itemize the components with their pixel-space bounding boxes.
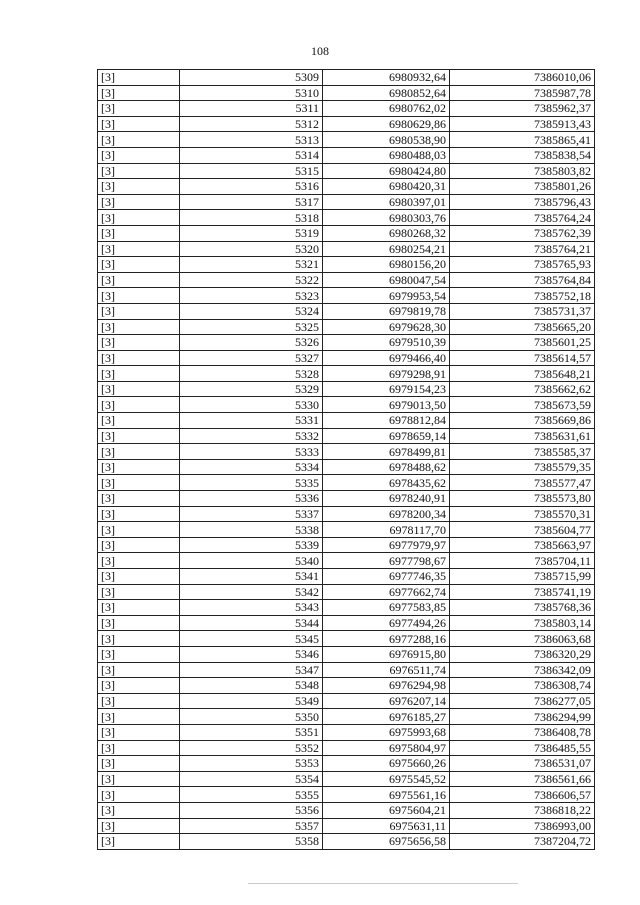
row-x-coordinate: 6978117,70 bbox=[323, 522, 450, 538]
coordinates-table-body bbox=[98, 70, 595, 850]
row-point-number: 5310 bbox=[180, 85, 323, 101]
row-x-coordinate: 6975804,97 bbox=[323, 740, 450, 756]
row-point-number: 5352 bbox=[180, 740, 323, 756]
row-x-coordinate: 6976207,14 bbox=[323, 693, 450, 709]
row-source-tag: [3] bbox=[98, 491, 180, 507]
row-point-number: 5351 bbox=[180, 724, 323, 740]
row-point-number: 5325 bbox=[180, 319, 323, 335]
table-row bbox=[98, 834, 595, 850]
row-point-number: 5311 bbox=[180, 101, 323, 117]
row-x-coordinate: 6976915,80 bbox=[323, 646, 450, 662]
table-row bbox=[98, 537, 595, 553]
row-y-coordinate: 7385731,37 bbox=[450, 303, 595, 319]
row-point-number: 5353 bbox=[180, 756, 323, 772]
row-y-coordinate: 7385764,84 bbox=[450, 272, 595, 288]
row-source-tag: [3] bbox=[98, 210, 180, 226]
row-y-coordinate: 7385962,37 bbox=[450, 101, 595, 117]
table-row bbox=[98, 631, 595, 647]
row-y-coordinate: 7385838,54 bbox=[450, 147, 595, 163]
row-point-number: 5326 bbox=[180, 335, 323, 351]
row-point-number: 5347 bbox=[180, 662, 323, 678]
row-y-coordinate: 7385648,21 bbox=[450, 366, 595, 382]
table-row bbox=[98, 600, 595, 616]
row-x-coordinate: 6979154,23 bbox=[323, 381, 450, 397]
row-x-coordinate: 6976511,74 bbox=[323, 662, 450, 678]
row-point-number: 5330 bbox=[180, 397, 323, 413]
row-x-coordinate: 6975561,16 bbox=[323, 787, 450, 803]
row-source-tag: [3] bbox=[98, 740, 180, 756]
row-point-number: 5343 bbox=[180, 600, 323, 616]
row-source-tag: [3] bbox=[98, 724, 180, 740]
row-y-coordinate: 7386308,74 bbox=[450, 678, 595, 694]
row-source-tag: [3] bbox=[98, 802, 180, 818]
row-x-coordinate: 6980303,76 bbox=[323, 210, 450, 226]
row-x-coordinate: 6977798,67 bbox=[323, 553, 450, 569]
row-y-coordinate: 7385570,31 bbox=[450, 506, 595, 522]
table-row bbox=[98, 381, 595, 397]
row-x-coordinate: 6978200,34 bbox=[323, 506, 450, 522]
row-x-coordinate: 6978812,84 bbox=[323, 413, 450, 429]
row-source-tag: [3] bbox=[98, 225, 180, 241]
row-x-coordinate: 6977288,16 bbox=[323, 631, 450, 647]
row-x-coordinate: 6980762,02 bbox=[323, 101, 450, 117]
row-y-coordinate: 7385796,43 bbox=[450, 194, 595, 210]
coordinates-table bbox=[97, 69, 595, 850]
row-point-number: 5327 bbox=[180, 350, 323, 366]
row-point-number: 5333 bbox=[180, 444, 323, 460]
row-source-tag: [3] bbox=[98, 631, 180, 647]
footer-rule bbox=[248, 883, 518, 884]
table-row bbox=[98, 428, 595, 444]
row-source-tag: [3] bbox=[98, 288, 180, 304]
row-y-coordinate: 7385741,19 bbox=[450, 584, 595, 600]
row-source-tag: [3] bbox=[98, 366, 180, 382]
table-row bbox=[98, 147, 595, 163]
row-point-number: 5313 bbox=[180, 132, 323, 148]
row-point-number: 5322 bbox=[180, 272, 323, 288]
row-x-coordinate: 6980852,64 bbox=[323, 85, 450, 101]
row-point-number: 5341 bbox=[180, 569, 323, 585]
row-x-coordinate: 6980047,54 bbox=[323, 272, 450, 288]
row-point-number: 5331 bbox=[180, 413, 323, 429]
row-source-tag: [3] bbox=[98, 257, 180, 273]
row-x-coordinate: 6978499,81 bbox=[323, 444, 450, 460]
row-point-number: 5349 bbox=[180, 693, 323, 709]
row-x-coordinate: 6980397,01 bbox=[323, 194, 450, 210]
row-source-tag: [3] bbox=[98, 600, 180, 616]
row-y-coordinate: 7385764,24 bbox=[450, 210, 595, 226]
row-x-coordinate: 6980538,90 bbox=[323, 132, 450, 148]
row-point-number: 5316 bbox=[180, 179, 323, 195]
row-y-coordinate: 7385669,86 bbox=[450, 413, 595, 429]
row-source-tag: [3] bbox=[98, 163, 180, 179]
row-source-tag: [3] bbox=[98, 241, 180, 257]
table-row bbox=[98, 553, 595, 569]
row-x-coordinate: 6980268,32 bbox=[323, 225, 450, 241]
row-x-coordinate: 6980420,31 bbox=[323, 179, 450, 195]
table-row bbox=[98, 491, 595, 507]
table-row bbox=[98, 288, 595, 304]
row-source-tag: [3] bbox=[98, 194, 180, 210]
row-point-number: 5358 bbox=[180, 834, 323, 850]
table-row bbox=[98, 693, 595, 709]
table-row bbox=[98, 70, 595, 86]
row-x-coordinate: 6975604,21 bbox=[323, 802, 450, 818]
row-x-coordinate: 6980254,21 bbox=[323, 241, 450, 257]
row-source-tag: [3] bbox=[98, 381, 180, 397]
row-y-coordinate: 7386277,05 bbox=[450, 693, 595, 709]
row-point-number: 5328 bbox=[180, 366, 323, 382]
table-row bbox=[98, 179, 595, 195]
row-x-coordinate: 6980156,20 bbox=[323, 257, 450, 273]
row-y-coordinate: 7385604,77 bbox=[450, 522, 595, 538]
table-row bbox=[98, 85, 595, 101]
table-row bbox=[98, 787, 595, 803]
row-y-coordinate: 7385715,99 bbox=[450, 569, 595, 585]
table-row bbox=[98, 257, 595, 273]
row-source-tag: [3] bbox=[98, 569, 180, 585]
row-source-tag: [3] bbox=[98, 397, 180, 413]
row-point-number: 5355 bbox=[180, 787, 323, 803]
row-point-number: 5309 bbox=[180, 70, 323, 86]
row-y-coordinate: 7385801,26 bbox=[450, 179, 595, 195]
row-y-coordinate: 7385601,25 bbox=[450, 335, 595, 351]
table-row bbox=[98, 522, 595, 538]
row-point-number: 5346 bbox=[180, 646, 323, 662]
table-row bbox=[98, 413, 595, 429]
table-row bbox=[98, 506, 595, 522]
row-point-number: 5321 bbox=[180, 257, 323, 273]
row-source-tag: [3] bbox=[98, 179, 180, 195]
table-row bbox=[98, 163, 595, 179]
row-point-number: 5317 bbox=[180, 194, 323, 210]
row-x-coordinate: 6980488,03 bbox=[323, 147, 450, 163]
row-y-coordinate: 7386320,29 bbox=[450, 646, 595, 662]
row-source-tag: [3] bbox=[98, 272, 180, 288]
row-x-coordinate: 6975631,11 bbox=[323, 818, 450, 834]
row-point-number: 5339 bbox=[180, 537, 323, 553]
row-point-number: 5319 bbox=[180, 225, 323, 241]
row-y-coordinate: 7386342,09 bbox=[450, 662, 595, 678]
row-point-number: 5312 bbox=[180, 116, 323, 132]
table-row bbox=[98, 444, 595, 460]
row-x-coordinate: 6975993,68 bbox=[323, 724, 450, 740]
row-source-tag: [3] bbox=[98, 444, 180, 460]
table-row bbox=[98, 194, 595, 210]
row-source-tag: [3] bbox=[98, 335, 180, 351]
table-row bbox=[98, 366, 595, 382]
row-y-coordinate: 7385663,97 bbox=[450, 537, 595, 553]
row-point-number: 5336 bbox=[180, 491, 323, 507]
row-source-tag: [3] bbox=[98, 350, 180, 366]
table-row bbox=[98, 569, 595, 585]
table-row bbox=[98, 101, 595, 117]
row-source-tag: [3] bbox=[98, 756, 180, 772]
row-source-tag: [3] bbox=[98, 85, 180, 101]
row-point-number: 5350 bbox=[180, 709, 323, 725]
row-source-tag: [3] bbox=[98, 428, 180, 444]
row-x-coordinate: 6979819,78 bbox=[323, 303, 450, 319]
row-x-coordinate: 6975660,26 bbox=[323, 756, 450, 772]
row-source-tag: [3] bbox=[98, 116, 180, 132]
row-source-tag: [3] bbox=[98, 147, 180, 163]
row-y-coordinate: 7385764,21 bbox=[450, 241, 595, 257]
table-row bbox=[98, 709, 595, 725]
row-x-coordinate: 6975545,52 bbox=[323, 771, 450, 787]
row-y-coordinate: 7385673,59 bbox=[450, 397, 595, 413]
row-y-coordinate: 7385573,80 bbox=[450, 491, 595, 507]
row-source-tag: [3] bbox=[98, 678, 180, 694]
row-point-number: 5344 bbox=[180, 615, 323, 631]
table-row bbox=[98, 818, 595, 834]
table-row bbox=[98, 319, 595, 335]
row-x-coordinate: 6977662,74 bbox=[323, 584, 450, 600]
row-x-coordinate: 6978240,91 bbox=[323, 491, 450, 507]
row-y-coordinate: 7386606,57 bbox=[450, 787, 595, 803]
row-x-coordinate: 6979466,40 bbox=[323, 350, 450, 366]
row-source-tag: [3] bbox=[98, 553, 180, 569]
row-y-coordinate: 7386294,99 bbox=[450, 709, 595, 725]
table-row bbox=[98, 350, 595, 366]
row-x-coordinate: 6977494,26 bbox=[323, 615, 450, 631]
row-y-coordinate: 7385762,39 bbox=[450, 225, 595, 241]
row-point-number: 5354 bbox=[180, 771, 323, 787]
table-row bbox=[98, 272, 595, 288]
row-y-coordinate: 7386993,00 bbox=[450, 818, 595, 834]
row-source-tag: [3] bbox=[98, 771, 180, 787]
row-y-coordinate: 7385987,78 bbox=[450, 85, 595, 101]
row-source-tag: [3] bbox=[98, 818, 180, 834]
row-x-coordinate: 6980424,80 bbox=[323, 163, 450, 179]
row-point-number: 5335 bbox=[180, 475, 323, 491]
row-y-coordinate: 7385579,35 bbox=[450, 459, 595, 475]
table-row bbox=[98, 397, 595, 413]
row-y-coordinate: 7385614,57 bbox=[450, 350, 595, 366]
row-y-coordinate: 7385803,82 bbox=[450, 163, 595, 179]
row-x-coordinate: 6980932,64 bbox=[323, 70, 450, 86]
row-x-coordinate: 6977979,97 bbox=[323, 537, 450, 553]
row-y-coordinate: 7385577,47 bbox=[450, 475, 595, 491]
row-y-coordinate: 7385631,61 bbox=[450, 428, 595, 444]
row-x-coordinate: 6979298,91 bbox=[323, 366, 450, 382]
row-x-coordinate: 6979013,50 bbox=[323, 397, 450, 413]
row-point-number: 5315 bbox=[180, 163, 323, 179]
row-point-number: 5340 bbox=[180, 553, 323, 569]
table-row bbox=[98, 771, 595, 787]
table-row bbox=[98, 475, 595, 491]
row-x-coordinate: 6977583,85 bbox=[323, 600, 450, 616]
row-y-coordinate: 7385768,36 bbox=[450, 600, 595, 616]
row-x-coordinate: 6977746,35 bbox=[323, 569, 450, 585]
row-source-tag: [3] bbox=[98, 615, 180, 631]
row-x-coordinate: 6976185,27 bbox=[323, 709, 450, 725]
row-y-coordinate: 7385662,62 bbox=[450, 381, 595, 397]
row-y-coordinate: 7387204,72 bbox=[450, 834, 595, 850]
table-row bbox=[98, 303, 595, 319]
row-x-coordinate: 6978659,14 bbox=[323, 428, 450, 444]
row-y-coordinate: 7386063,68 bbox=[450, 631, 595, 647]
row-x-coordinate: 6980629,86 bbox=[323, 116, 450, 132]
row-source-tag: [3] bbox=[98, 693, 180, 709]
row-y-coordinate: 7385665,20 bbox=[450, 319, 595, 335]
row-y-coordinate: 7385704,11 bbox=[450, 553, 595, 569]
row-point-number: 5356 bbox=[180, 802, 323, 818]
table-row bbox=[98, 802, 595, 818]
row-source-tag: [3] bbox=[98, 132, 180, 148]
row-x-coordinate: 6975656,58 bbox=[323, 834, 450, 850]
row-y-coordinate: 7386485,55 bbox=[450, 740, 595, 756]
row-y-coordinate: 7385765,93 bbox=[450, 257, 595, 273]
row-source-tag: [3] bbox=[98, 646, 180, 662]
row-source-tag: [3] bbox=[98, 459, 180, 475]
row-source-tag: [3] bbox=[98, 319, 180, 335]
row-point-number: 5314 bbox=[180, 147, 323, 163]
row-y-coordinate: 7385865,41 bbox=[450, 132, 595, 148]
row-x-coordinate: 6979510,39 bbox=[323, 335, 450, 351]
table-row bbox=[98, 584, 595, 600]
row-source-tag: [3] bbox=[98, 101, 180, 117]
page-number: 108 bbox=[311, 44, 329, 58]
table-row bbox=[98, 740, 595, 756]
row-source-tag: [3] bbox=[98, 662, 180, 678]
row-source-tag: [3] bbox=[98, 475, 180, 491]
table-row bbox=[98, 756, 595, 772]
table-row bbox=[98, 724, 595, 740]
row-y-coordinate: 7386010,06 bbox=[450, 70, 595, 86]
row-point-number: 5323 bbox=[180, 288, 323, 304]
row-y-coordinate: 7386818,22 bbox=[450, 802, 595, 818]
row-source-tag: [3] bbox=[98, 537, 180, 553]
table-row bbox=[98, 132, 595, 148]
table-row bbox=[98, 335, 595, 351]
row-point-number: 5342 bbox=[180, 584, 323, 600]
table-row bbox=[98, 615, 595, 631]
row-source-tag: [3] bbox=[98, 303, 180, 319]
table-row bbox=[98, 116, 595, 132]
row-point-number: 5324 bbox=[180, 303, 323, 319]
row-point-number: 5329 bbox=[180, 381, 323, 397]
row-x-coordinate: 6979628,30 bbox=[323, 319, 450, 335]
row-source-tag: [3] bbox=[98, 522, 180, 538]
row-y-coordinate: 7385752,18 bbox=[450, 288, 595, 304]
row-source-tag: [3] bbox=[98, 70, 180, 86]
table-row bbox=[98, 225, 595, 241]
row-point-number: 5348 bbox=[180, 678, 323, 694]
row-y-coordinate: 7386408,78 bbox=[450, 724, 595, 740]
row-y-coordinate: 7386561,66 bbox=[450, 771, 595, 787]
row-point-number: 5337 bbox=[180, 506, 323, 522]
row-point-number: 5338 bbox=[180, 522, 323, 538]
row-point-number: 5318 bbox=[180, 210, 323, 226]
table-row bbox=[98, 241, 595, 257]
table-row bbox=[98, 678, 595, 694]
table-row bbox=[98, 662, 595, 678]
row-point-number: 5332 bbox=[180, 428, 323, 444]
table-row bbox=[98, 646, 595, 662]
row-x-coordinate: 6979953,54 bbox=[323, 288, 450, 304]
table-row bbox=[98, 459, 595, 475]
row-source-tag: [3] bbox=[98, 709, 180, 725]
row-y-coordinate: 7385803,14 bbox=[450, 615, 595, 631]
row-point-number: 5345 bbox=[180, 631, 323, 647]
row-source-tag: [3] bbox=[98, 413, 180, 429]
row-source-tag: [3] bbox=[98, 506, 180, 522]
row-y-coordinate: 7386531,07 bbox=[450, 756, 595, 772]
row-x-coordinate: 6978435,62 bbox=[323, 475, 450, 491]
row-point-number: 5320 bbox=[180, 241, 323, 257]
row-point-number: 5334 bbox=[180, 459, 323, 475]
row-source-tag: [3] bbox=[98, 584, 180, 600]
row-y-coordinate: 7385585,37 bbox=[450, 444, 595, 460]
row-x-coordinate: 6976294,98 bbox=[323, 678, 450, 694]
row-x-coordinate: 6978488,62 bbox=[323, 459, 450, 475]
row-point-number: 5357 bbox=[180, 818, 323, 834]
table-row bbox=[98, 210, 595, 226]
row-y-coordinate: 7385913,43 bbox=[450, 116, 595, 132]
row-source-tag: [3] bbox=[98, 787, 180, 803]
row-source-tag: [3] bbox=[98, 834, 180, 850]
